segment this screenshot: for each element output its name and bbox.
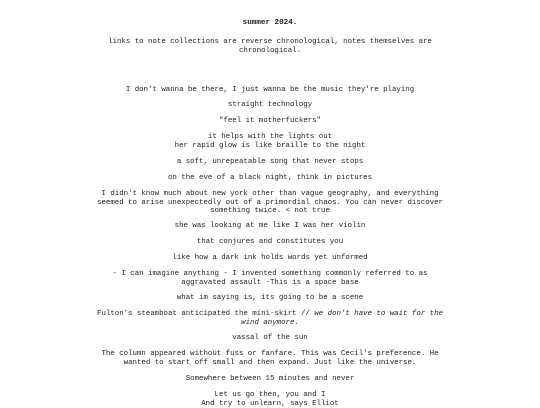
note-item — [96, 86, 444, 95]
note-item — [96, 238, 444, 247]
note-italic-text: we don't have to wait for the wind anymore. — [241, 310, 443, 327]
note-item — [96, 270, 444, 287]
note-line: that conjures and constitutes you — [196, 238, 344, 246]
note-item — [96, 254, 444, 263]
note-item — [96, 294, 444, 303]
note-item — [96, 101, 444, 110]
note-line: straight technology — [227, 101, 313, 109]
note-item — [96, 334, 444, 343]
note-line: "feel it motherfuckers" — [218, 117, 321, 125]
note-line: she was looking at me like I was her violin — [174, 222, 366, 230]
note-line: her rapid glow is like braille to the night — [174, 141, 366, 150]
note-line: on the eve of a black night, think in pictures — [167, 174, 372, 182]
note-text: Fulton's steamboat anticipated the mini-skirt // — [97, 310, 315, 318]
note-item — [96, 350, 444, 367]
note-item — [96, 222, 444, 231]
note-line: Somewhere between 15 minutes and never — [185, 375, 355, 383]
note-item — [96, 375, 444, 384]
note-line: - I can imagine anything - I invented something commonly referred to as aggravated assault -This is a space base — [112, 270, 428, 287]
note-line: I didn't know much about new york other than vague geography, and everything seemed to arise unexpectedly out of a primordial chaos. You can never discover something twice. < not true — [97, 190, 443, 216]
note-item — [96, 190, 444, 216]
note-line: Let us go then, you and I — [214, 391, 326, 399]
note-item — [96, 133, 444, 150]
note-item — [96, 174, 444, 183]
page-title: summer 2024. — [242, 19, 298, 27]
note-line: And try to unlearn, says Elliot — [201, 399, 339, 408]
note-item — [96, 158, 444, 167]
note-line: like how a dark ink holds words yet unformed — [172, 254, 368, 262]
note-line: a soft, unrepeatable song that never stops — [176, 158, 364, 166]
note-item — [96, 310, 444, 327]
page-subtitle: links to note collections are reverse chronological, notes themselves are chronological. — [108, 38, 432, 55]
note-item — [96, 117, 444, 126]
note-line: it helps with the lights out — [207, 133, 333, 141]
note-line: I don't wanna be there, I just wanna be the music they're playing — [125, 86, 415, 94]
note-line: vassal of the sun — [232, 334, 308, 342]
note-item — [96, 391, 444, 408]
note-line: The column appeared without fuss or fanfare. This was Cecil's preference. He wanted to start off small and then expand. Just like the universe. — [101, 350, 439, 367]
note-line: what im saying is, its going to be a scene — [176, 294, 364, 302]
